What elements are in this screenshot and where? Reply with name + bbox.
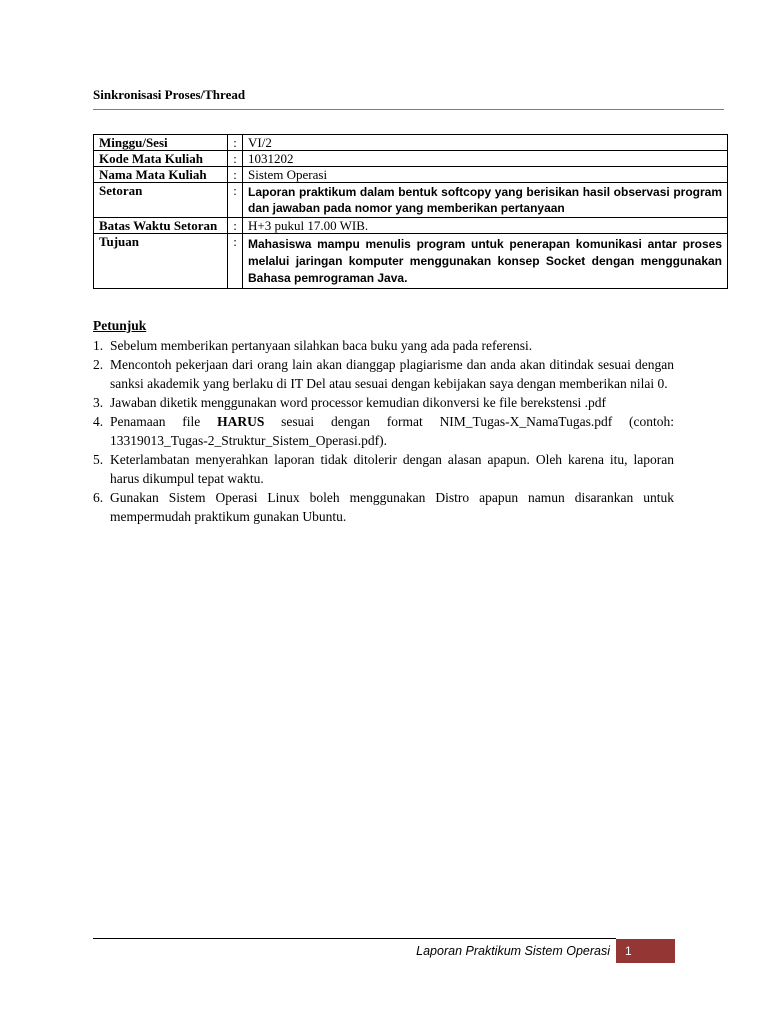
table-row — [94, 151, 728, 167]
list-item — [93, 450, 674, 488]
page-number-badge: 1 — [616, 939, 675, 963]
petunjuk-list — [93, 336, 674, 526]
row-value: H+3 pukul 17.00 WIB. — [243, 218, 728, 234]
row-value: Mahasiswa mampu menulis program untuk penerapan komunikasi antar proses melalui jaringan komputer menggunakan konsep Socket dengan menggunakan Bahasa pemrograman Java. — [243, 234, 728, 289]
list-item — [93, 393, 674, 412]
table-row — [94, 218, 728, 234]
list-item-text: Gunakan Sistem Operasi Linux boleh menggunakan Distro apapun namun disarankan untuk mempermudah praktikum gunakan Ubuntu. — [110, 490, 674, 524]
row-label: Batas Waktu Setoran — [94, 218, 228, 234]
row-value: VI/2 — [243, 135, 728, 151]
page-header-title: Sinkronisasi Proses/Thread — [93, 87, 246, 102]
list-item-number: 3. — [93, 395, 104, 410]
row-label: Kode Mata Kuliah — [94, 151, 228, 167]
table-row — [94, 167, 728, 183]
list-item-number: 6. — [93, 490, 104, 505]
petunjuk-heading: Petunjuk — [93, 318, 147, 333]
list-item — [93, 355, 674, 393]
row-separator: : — [228, 218, 243, 234]
list-item-text: Sebelum memberikan pertanyaan silahkan baca buku yang ada pada referensi. — [110, 338, 533, 353]
list-item — [93, 488, 674, 526]
table-row — [94, 183, 728, 218]
list-item-emphasis: HARUS — [217, 414, 265, 429]
row-value: 1031202 — [243, 151, 728, 167]
row-separator: : — [228, 234, 243, 289]
course-info-table — [93, 134, 728, 289]
row-label: Tujuan — [94, 234, 228, 289]
list-item-text: Keterlambatan menyerahkan laporan tidak ditolerir dengan alasan apapun. Oleh karena itu, laporan harus dikumpul tepat waktu. — [110, 452, 674, 486]
list-item-number: 5. — [93, 452, 104, 467]
footer-divider — [93, 938, 616, 939]
table-row — [94, 234, 728, 289]
header-divider — [93, 109, 724, 110]
footer-label: Laporan Praktikum Sistem Operasi — [416, 944, 610, 958]
list-item-number: 4. — [93, 414, 104, 429]
row-separator: : — [228, 151, 243, 167]
row-value: Laporan praktikum dalam bentuk softcopy yang berisikan hasil observasi program dan jawaban pada nomor yang memberikan pertanyaan — [243, 183, 728, 218]
list-item — [93, 336, 674, 355]
row-separator: : — [228, 183, 243, 218]
row-separator: : — [228, 135, 243, 151]
list-item-text: Mencontoh pekerjaan dari orang lain akan dianggap plagiarisme dan anda akan ditindak sesuai dengan sanksi akademik yang berlaku di IT Del atau sesuai dengan kebijakan saya dengan memberikan nilai 0. — [110, 357, 674, 391]
table-row — [94, 135, 728, 151]
list-item-text-after: sesuai dengan format NIM_Tugas-X_NamaTugas.pdf (contoh: 13319013_Tugas-2_Struktur_Sistem_Operasi.pdf). — [110, 414, 674, 448]
list-item-text-before: Penamaan file — [110, 414, 201, 429]
row-label: Setoran — [94, 183, 228, 218]
row-separator: : — [228, 167, 243, 183]
row-value: Sistem Operasi — [243, 167, 728, 183]
list-item-number: 2. — [93, 357, 104, 372]
list-item-text: Jawaban diketik menggunakan word processor kemudian dikonversi ke file berekstensi .pdf — [110, 395, 606, 410]
list-item — [93, 412, 674, 450]
row-label: Nama Mata Kuliah — [94, 167, 228, 183]
list-item-number: 1. — [93, 338, 104, 353]
row-label: Minggu/Sesi — [94, 135, 228, 151]
